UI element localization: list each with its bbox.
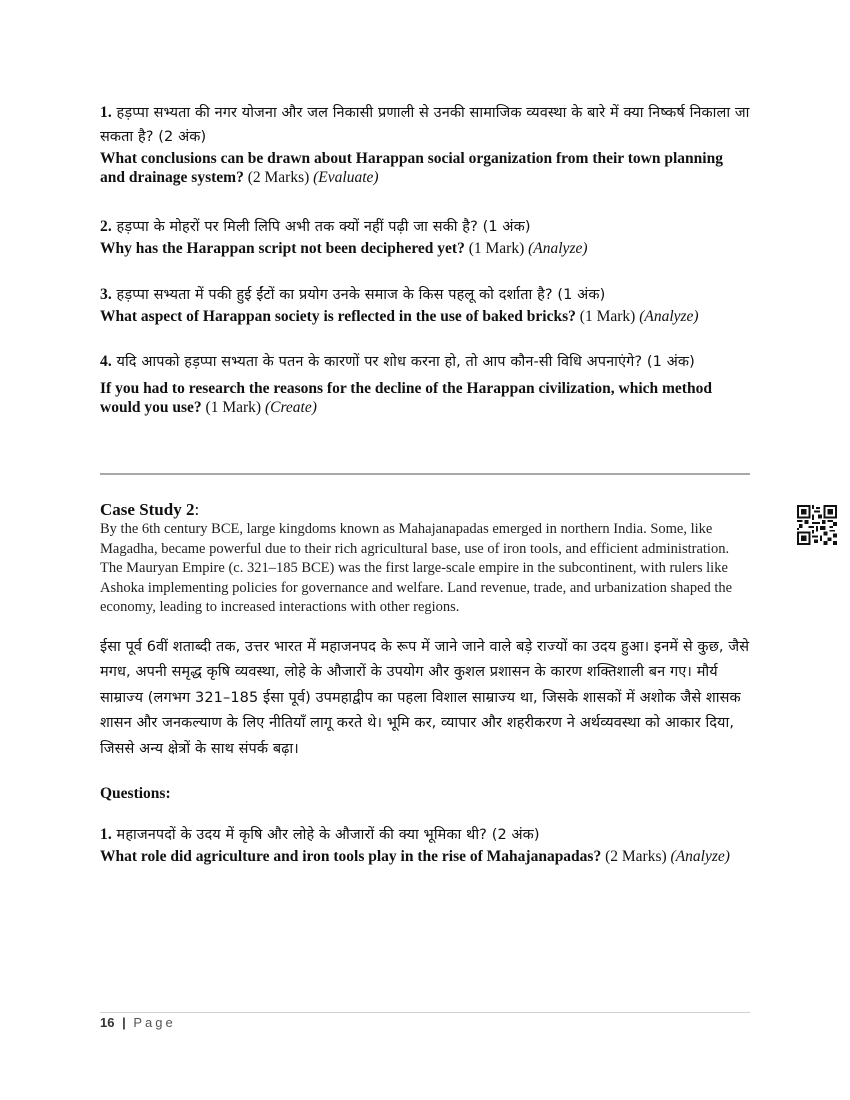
footer-separator: | [122, 1015, 126, 1030]
question-1 [100, 101, 750, 187]
question-hindi-text: हड़प्पा सभ्यता की नगर योजना और जल निकासी प्रणाली से उनकी सामाजिक व्यवस्था के बारे में क्या निष्कर्ष निकाला जा सकता है? [100, 105, 750, 145]
question-english-text: Why has the Harappan script not been deciphered yet? [100, 240, 465, 257]
question-number: 3. [100, 286, 112, 303]
question-number: 2. [100, 218, 112, 235]
question-3-english [100, 307, 750, 326]
question-hindi-text: यदि आपको हड़प्पा सभ्यता के पतन के कारणों पर शोध करना हो, तो आप कौन-सी विधि अपनाएंगे? [116, 354, 643, 370]
question-english-text: If you had to research the reasons for the decline of the Harappan civilization, which method would you use? [100, 380, 712, 416]
question-english-text: What role did agriculture and iron tools play in the rise of Mahajanapadas? [100, 848, 602, 865]
question-hindi-marks: (2 अंक) [158, 129, 207, 145]
question-number: 4. [100, 353, 112, 370]
qr-code-icon[interactable] [797, 505, 837, 545]
question-1-hindi [100, 101, 750, 149]
question-english-marks: (1 Mark) [205, 399, 262, 416]
question-4-english [100, 379, 750, 417]
question-3 [100, 283, 750, 326]
question-3-hindi [100, 283, 750, 307]
question-level: (Analyze) [670, 848, 730, 865]
case-study [100, 500, 750, 866]
question-english-marks: (1 Mark) [579, 308, 636, 325]
question-level: (Analyze) [639, 308, 699, 325]
footer-divider [100, 1012, 750, 1013]
question-english-marks: (2 Marks) [605, 848, 667, 865]
case-study-hindi-paragraph: ईसा पूर्व 6वीं शताब्दी तक, उत्तर भारत में महाजनपद के रूप में जाने जाने वाले बड़े राज्यों का उदय हुआ। इनमें से कुछ, जैसे मगध, अपनी समृद्ध कृषि व्यवस्था, लोहे के औजारों के उपयोग और कुशल प्रशासन के कारण शक्तिशाली बन गए। मौर्य साम्राज्य (लगभग 321–185 ईसा पूर्व) उपमहाद्वीप का पहला विशाल साम्राज्य था, जिसके शासकों में अशोक जैसे शासक शासन और जनकल्याण के लिए नीतियाँ लागू करते थे। भूमि कर, व्यापार और शहरीकरण ने अर्थव्यवस्था को आकार दिया, जिससे अन्य क्षेत्रों के साथ संपर्क बढ़ा। [100, 638, 750, 757]
question-4 [100, 350, 750, 417]
case-study-heading [100, 500, 750, 520]
page-number: 16 [100, 1015, 115, 1030]
question-english-marks: (1 Mark) [468, 240, 525, 257]
case-question-1-hindi [100, 823, 750, 847]
question-number: 1. [100, 104, 112, 121]
case-study-colon: : [194, 500, 200, 519]
question-english-text: What conclusions can be drawn about Harappan social organization from their town planning and drainage system? [100, 150, 723, 186]
question-level: (Create) [264, 399, 317, 416]
question-hindi-text: हड़प्पा सभ्यता में पकी हुई ईंटों का प्रयोग उनके समाज के किस पहलू को दर्शाता है? [116, 287, 553, 303]
section-divider [100, 473, 750, 475]
question-hindi-marks: (2 अंक) [491, 827, 540, 843]
case-study-english-paragraph: By the 6th century BCE, large kingdoms known as Mahajanapadas emerged in northern India. Some, like Magadha, became powerful due to their rich agricultural base, use of iron tools, and efficient administration. The Mauryan Empire (c. 321–185 BCE) was the first large-scale empire in the subcontinent, with rulers like Ashoka implementing policies for governance and welfare. Land revenue, trade, and urbanization shaped the economy, leading to increased interactions with other regions. [100, 521, 733, 615]
questions-heading: Questions: [100, 785, 171, 802]
case-question-1 [100, 823, 750, 866]
question-level: (Evaluate) [313, 169, 379, 186]
question-2 [100, 215, 750, 258]
question-english-text: What aspect of Harappan society is reflected in the use of baked bricks? [100, 308, 576, 325]
question-2-hindi [100, 215, 750, 239]
question-level: (Analyze) [528, 240, 588, 257]
page-label: Page [133, 1015, 176, 1030]
case-question-1-english [100, 847, 750, 866]
page-footer [100, 1015, 176, 1030]
question-hindi-text: हड़प्पा के मोहरों पर मिली लिपि अभी तक क्यों नहीं पढ़ी जा सकी है? [116, 219, 478, 235]
question-4-hindi [100, 350, 750, 374]
question-hindi-marks: (1 अंक) [482, 219, 531, 235]
question-2-english [100, 239, 750, 258]
question-hindi-marks: (1 अंक) [646, 354, 695, 370]
question-english-marks: (2 Marks) [247, 169, 310, 186]
question-hindi-text: महाजनपदों के उदय में कृषि और लोहे के औजारों की क्या भूमिका थी? [116, 827, 487, 843]
question-number: 1. [100, 826, 112, 843]
question-1-english [100, 149, 750, 187]
question-hindi-marks: (1 अंक) [557, 287, 606, 303]
case-study-title: Case Study 2 [100, 500, 195, 519]
